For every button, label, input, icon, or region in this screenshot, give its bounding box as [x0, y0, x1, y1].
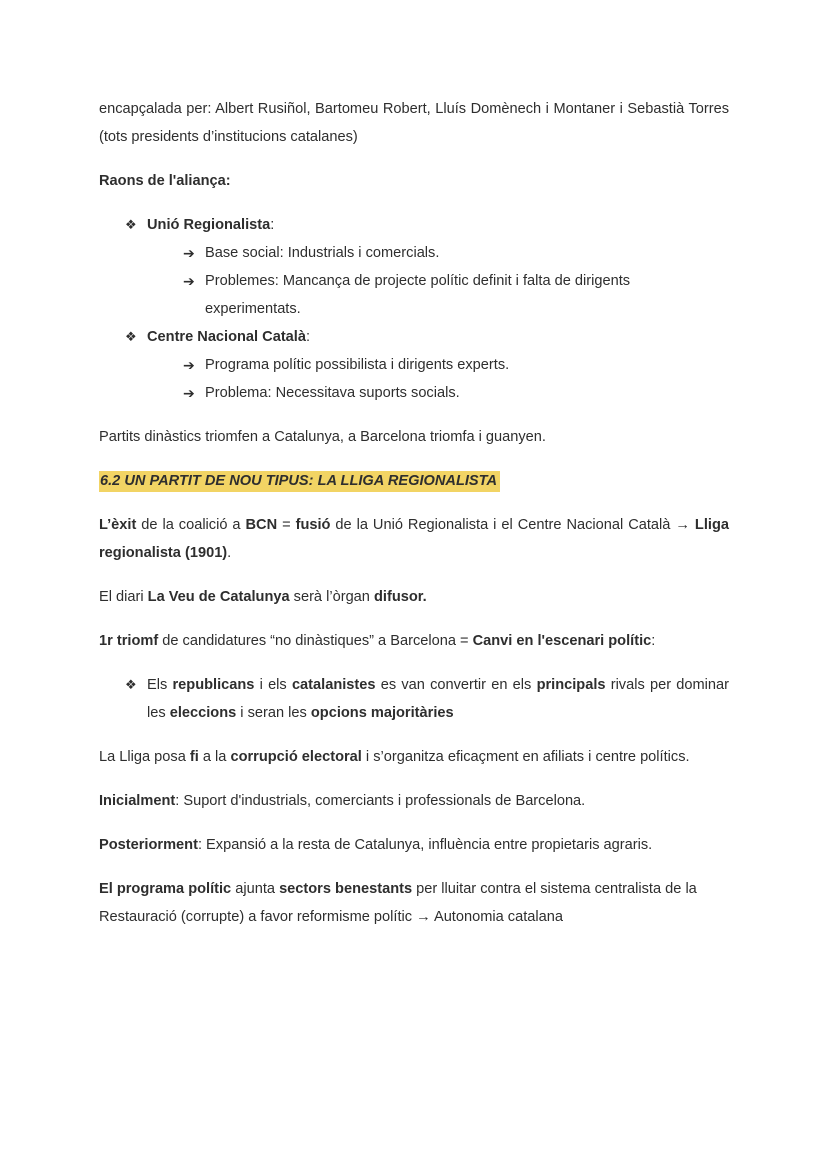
exit-coalicio-paragraph	[99, 511, 729, 567]
list-item-text	[147, 217, 274, 233]
text-run: La Lliga posa	[99, 749, 190, 765]
bold-text-run: Centre Nacional Català	[147, 329, 306, 345]
bullet-programa-politic	[99, 351, 729, 379]
text-run: i seran les	[236, 705, 311, 721]
bold-text-run: principals	[536, 677, 606, 693]
text-run: de la coalició a	[136, 517, 246, 533]
lliga-corrupcio-paragraph	[99, 743, 729, 771]
text-run: es van convertir en els	[375, 677, 537, 693]
text-run: :	[270, 217, 275, 233]
text-run: i s’organitza eficaçment en afiliats i centre polítics.	[361, 749, 690, 765]
list-item-text	[205, 245, 439, 261]
bullet-problemes	[99, 267, 729, 323]
highlighted-heading-text	[99, 471, 500, 492]
bold-text-run: Posteriorment	[99, 837, 198, 853]
text-run: de la Unió Regionalista i el Centre Nacional Català →	[330, 517, 695, 533]
bold-text-run: republicans	[172, 677, 255, 693]
text-run: :	[305, 329, 311, 345]
primer-triomf-paragraph	[99, 627, 729, 655]
text-run: per lluitar contra el sistema centralista de la Restauració (corrupte) a favor reformisme polític → Autonomia catalana	[99, 881, 697, 925]
document-content	[99, 95, 729, 931]
text-run: Base social: Industrials i comercials.	[205, 245, 440, 261]
diamond-bullet-icon: ❖	[125, 217, 137, 232]
bold-text-run: eleccions	[169, 705, 237, 721]
text-run: :	[651, 633, 656, 649]
bullet-republicans-catalanistes	[99, 671, 729, 727]
bold-text-run: difusor.	[373, 589, 427, 605]
list-item-text	[205, 273, 630, 317]
bold-text-run: BCN	[245, 517, 278, 533]
bold-text-run: fi	[189, 749, 199, 765]
raons-alianca-heading	[99, 167, 729, 195]
bullet-unio-regionalista	[99, 211, 729, 239]
bold-text-run: Raons de l'aliança:	[99, 173, 231, 189]
partits-dinastics-paragraph	[99, 423, 729, 451]
list-item-text	[205, 357, 509, 373]
text-run: i els	[254, 677, 292, 693]
bold-text-run: El programa polític	[99, 881, 232, 897]
arrow-bullet-icon: ➔	[183, 245, 195, 261]
bold-text-run: La Veu de Catalunya	[147, 589, 290, 605]
bold-text-run: Canvi en l'escenari polític	[472, 633, 652, 649]
diamond-bullet-icon: ❖	[125, 677, 137, 692]
arrow-bullet-icon: ➔	[183, 357, 195, 373]
bold-text-run: L’èxit	[99, 517, 137, 533]
text-run: Problemes: Mancança de projecte polític definit i falta de dirigents experimentats.	[205, 273, 631, 317]
text-run: encapçalada per: Albert Rusiñol, Bartomeu Robert, Lluís Domènech i Montaner i Sebastià Torres (tots presidents d’institucions catalanes)	[99, 101, 729, 145]
diamond-bullet-icon: ❖	[125, 329, 137, 344]
bold-text-run: catalanistes	[291, 677, 376, 693]
bold-text-run: Inicialment	[99, 793, 176, 809]
text-run: : Expansió a la resta de Catalunya, influència entre propietaris agraris.	[197, 837, 653, 853]
programa-politic-paragraph	[99, 875, 729, 931]
inicialment-paragraph	[99, 787, 729, 815]
text-run: Problema: Necessitava suports socials.	[205, 385, 460, 401]
text-run: ajunta	[231, 881, 280, 897]
bold-text-run: corrupció electoral	[230, 749, 362, 765]
text-run: Els	[147, 677, 173, 693]
text-run: El diari	[99, 589, 148, 605]
text-run: de candidatures “no dinàstiques” a Barcelona =	[158, 633, 473, 649]
text-run: serà l’òrgan	[289, 589, 374, 605]
text-run: a la	[198, 749, 231, 765]
arrow-bullet-icon: ➔	[183, 385, 195, 401]
text-run: rivals per dominar les	[147, 677, 730, 721]
bullet-centre-nacional-catala	[99, 323, 729, 351]
text-run: =	[277, 517, 296, 533]
diari-paragraph	[99, 583, 729, 611]
section-heading	[99, 467, 729, 495]
list-item-text	[147, 677, 729, 721]
posteriorment-paragraph	[99, 831, 729, 859]
arrow-bullet-icon: ➔	[183, 273, 195, 289]
text-run: Partits dinàstics triomfen a Catalunya, a Barcelona triomfa i guanyen.	[99, 429, 546, 445]
bold-text-run: opcions majoritàries	[310, 705, 454, 721]
bold-text-run: Unió Regionalista	[147, 217, 271, 233]
bullet-base-social	[99, 239, 729, 267]
intro-paragraph	[99, 95, 729, 151]
bold-text-run: (1901)	[184, 545, 228, 561]
bold-text-run: fusió	[295, 517, 331, 533]
list-item-text	[205, 385, 460, 401]
bullet-problema	[99, 379, 729, 407]
bold-text-run: sectors benestants	[279, 881, 413, 897]
list-item-text	[147, 329, 310, 345]
text-run: 6.2 UN PARTIT DE NOU TIPUS: LA LLIGA REGIONALISTA	[100, 473, 498, 489]
bold-text-run: 1r triomf	[99, 633, 159, 649]
bold-text-run: Lliga regionalista	[99, 517, 729, 561]
text-run: Programa polític possibilista i dirigents experts.	[205, 357, 510, 373]
text-run: .	[227, 545, 232, 561]
text-run: : Suport d'industrials, comerciants i professionals de Barcelona.	[175, 793, 586, 809]
